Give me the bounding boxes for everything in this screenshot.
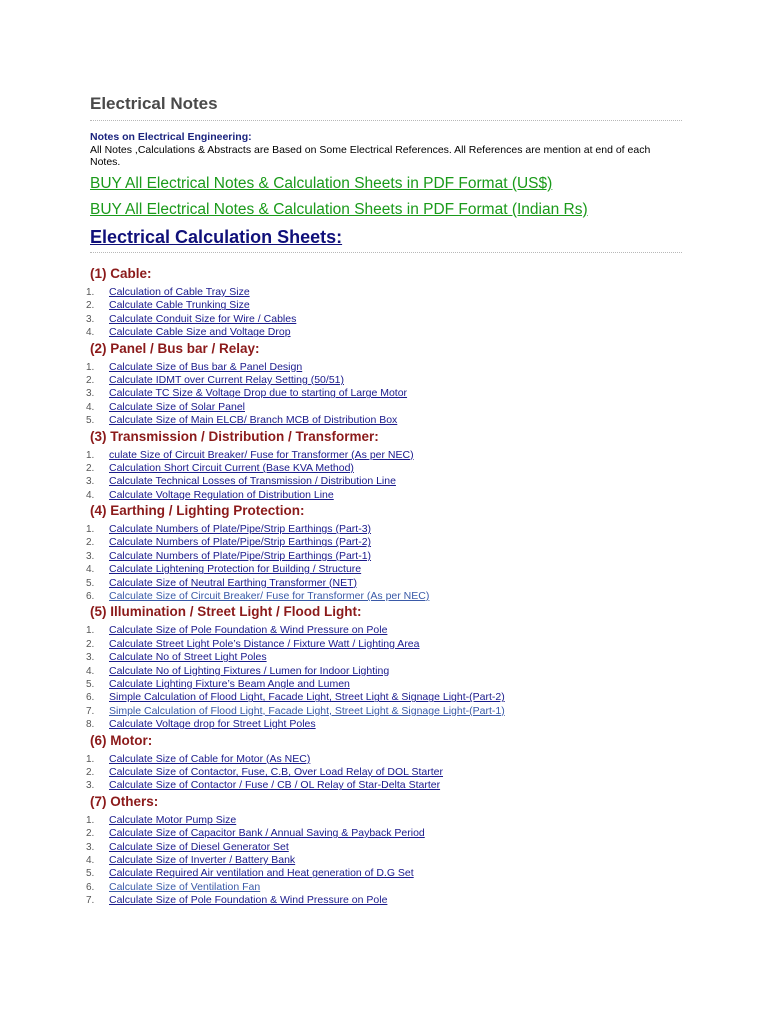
list-item: [86, 853, 682, 867]
section-title-others: (7) Others:: [90, 793, 159, 809]
list-item: [86, 523, 682, 536]
list-item: [86, 779, 682, 792]
list-number: 2.: [86, 766, 95, 778]
document-page: [86, 92, 682, 907]
link-list-panel: [86, 360, 682, 428]
list-item: [86, 637, 682, 651]
list-number: 4.: [86, 401, 95, 413]
list-number: 5.: [86, 868, 95, 880]
section-title-motor: (6) Motor:: [90, 732, 153, 748]
calc-link[interactable]: Calculate TC Size & Voltage Drop due to starting of Large Motor: [109, 387, 408, 400]
calc-link[interactable]: Calculate Size of Inverter / Battery Bank: [109, 853, 296, 866]
list-item: [86, 576, 682, 590]
calc-link[interactable]: Calculate Size of Pole Foundation & Wind Pressure on Pole: [109, 894, 388, 907]
calc-link[interactable]: Calculate Size of Bus bar & Panel Design: [109, 360, 303, 373]
link-list-motor: [86, 752, 682, 793]
list-item: [86, 373, 682, 387]
section-title-earthing: (4) Earthing / Lighting Protection:: [90, 503, 305, 519]
list-item: [86, 752, 682, 766]
list-number: 3.: [86, 550, 95, 562]
list-item: [86, 704, 682, 718]
list-item: [86, 590, 682, 603]
list-number: 3.: [86, 841, 95, 853]
intro-heading: Notes on Electrical Engineering:: [90, 131, 252, 143]
page-title: Electrical Notes: [90, 94, 218, 113]
list-item: [86, 400, 682, 414]
list-item: [86, 867, 682, 880]
list-item: [86, 475, 682, 488]
sheets-divider: [90, 252, 682, 253]
calc-link[interactable]: Calculate Numbers of Plate/Pipe/Strip Earthings (Part-1): [109, 549, 372, 562]
list-number: 4.: [86, 327, 95, 339]
section-title-illumination: (5) Illumination / Street Light / Flood Light:: [90, 604, 362, 620]
list-item: [86, 765, 682, 779]
list-item: [86, 286, 682, 299]
list-item: [86, 718, 682, 731]
list-number: 1.: [86, 361, 95, 373]
calc-link[interactable]: Calculate Size of Pole Foundation & Wind Pressure on Pole: [109, 624, 388, 637]
calc-link[interactable]: Calculate Size of Main ELCB/ Branch MCB of Distribution Box: [109, 414, 398, 427]
sheets-title: Electrical Calculation Sheets:: [90, 227, 343, 247]
list-item: [86, 299, 682, 312]
list-number: 3.: [86, 476, 95, 488]
calc-link[interactable]: Calculate Required Air ventilation and Heat generation of D.G Set: [109, 867, 414, 880]
calc-link[interactable]: Calculate Cable Trunking Size: [109, 299, 250, 312]
list-item: [86, 549, 682, 563]
list-number: 6.: [86, 881, 95, 893]
list-number: 2.: [86, 300, 95, 312]
list-item: [86, 664, 682, 678]
calc-link[interactable]: Calculate Numbers of Plate/Pipe/Strip Earthings (Part-3): [109, 523, 372, 536]
section-title-cable: (1) Cable:: [90, 266, 152, 281]
list-item: [86, 536, 682, 549]
list-number: 4.: [86, 489, 95, 501]
calc-link[interactable]: Calculate Lightening Protection for Building / Structure: [109, 563, 362, 576]
link-list-earthing: [86, 523, 682, 603]
list-number: 2.: [86, 828, 95, 840]
list-number: 1.: [86, 814, 95, 826]
calc-link[interactable]: Calculate Size of Solar Panel: [109, 400, 245, 413]
calc-link[interactable]: Calculate Street Light Pole’s Distance / Fixture Watt / Lighting Area: [109, 637, 420, 650]
calc-link[interactable]: Calculate Technical Losses of Transmission / Distribution Line: [109, 475, 396, 488]
list-item: [86, 813, 682, 827]
link-list-others: [86, 813, 682, 908]
list-item: [86, 827, 682, 840]
section-title-transmission: (3) Transmission / Distribution / Transformer:: [90, 428, 379, 444]
list-number: 2.: [86, 374, 95, 386]
calc-link[interactable]: Calculate Size of Ventilation Fan: [109, 880, 261, 893]
list-number: 6.: [86, 692, 95, 704]
link-list-cable: [86, 286, 682, 340]
calc-link[interactable]: Calculate Cable Size and Voltage Drop: [109, 326, 291, 339]
calc-link[interactable]: Calculate Voltage drop for Street Light Poles: [109, 718, 316, 731]
list-number: 1.: [86, 449, 95, 461]
calc-link[interactable]: Calculate Size of Circuit Breaker/ Fuse for Transformer (As per NEC): [109, 590, 430, 603]
list-number: 5.: [86, 577, 95, 589]
list-item: [86, 488, 682, 502]
list-number: 7.: [86, 895, 95, 907]
list-item: [86, 691, 682, 704]
list-item: [86, 651, 682, 664]
list-number: 1.: [86, 524, 95, 536]
list-item: [86, 387, 682, 400]
calc-link[interactable]: Simple Calculation of Flood Light, Facade Light, Street Light & Signage Light-(Part-2): [109, 691, 505, 704]
list-item: [86, 624, 682, 637]
list-item: [86, 312, 682, 326]
calc-link[interactable]: Calculate Size of Neutral Earthing Transformer (NET): [109, 576, 358, 589]
calc-link[interactable]: culate Size of Circuit Breaker/ Fuse for Transformer (As per NEC): [109, 448, 414, 461]
list-number: 2.: [86, 638, 95, 650]
list-number: 1.: [86, 753, 95, 765]
list-number: 1.: [86, 287, 95, 298]
list-number: 5.: [86, 415, 95, 427]
list-number: 4.: [86, 564, 95, 576]
calc-link[interactable]: Calculate Size of Cable for Motor (As NEC): [109, 752, 311, 765]
list-number: 1.: [86, 625, 95, 637]
link-list-illumination: [86, 624, 682, 731]
list-item: [86, 360, 682, 374]
calc-link[interactable]: Calculate Size of Diesel Generator Set: [109, 840, 289, 853]
list-item: [86, 840, 682, 854]
calc-link[interactable]: Calculate No of Lighting Fixtures / Lumen for Indoor Lighting: [109, 664, 390, 677]
calc-link[interactable]: Calculate Voltage Regulation of Distribution Line: [109, 488, 334, 501]
intro-description: All Notes ,Calculations & Abstracts are Based on Some Electrical References. All References are mention at end of each Notes.: [90, 144, 651, 168]
list-item: [86, 414, 682, 427]
list-item: [86, 448, 682, 462]
list-number: 3.: [86, 388, 95, 400]
calc-link[interactable]: Calculation of Cable Tray Size: [109, 286, 250, 298]
buy-link-inr[interactable]: BUY All Electrical Notes & Calculation Sheets in PDF Format (Indian Rs): [90, 201, 588, 218]
list-number: 4.: [86, 665, 95, 677]
list-number: 4.: [86, 854, 95, 866]
calc-link[interactable]: Calculate Size of Contactor, Fuse, C.B, Over Load Relay of DOL Starter: [109, 765, 444, 778]
calc-link[interactable]: Calculation Short Circuit Current (Base KVA Method): [109, 461, 354, 474]
calc-link[interactable]: Calculate IDMT over Current Relay Setting (50/51): [109, 373, 344, 386]
calc-link[interactable]: Calculate Motor Pump Size: [109, 813, 237, 826]
list-number: 5.: [86, 678, 95, 690]
calc-link[interactable]: Simple Calculation of Flood Light, Facade Light, Street Light & Signage Light-(Part-1): [109, 704, 505, 717]
calc-link[interactable]: Calculate Size of Capacitor Bank / Annual Saving & Payback Period: [109, 827, 425, 840]
list-number: 3.: [86, 313, 95, 325]
calc-link[interactable]: Calculate Size of Contactor / Fuse / CB / OL Relay of Star-Delta Starter: [109, 779, 441, 792]
calc-link[interactable]: Calculate No of Street Light Poles: [109, 651, 267, 664]
list-number: 3.: [86, 780, 95, 792]
section-title-panel: (2) Panel / Bus bar / Relay:: [90, 340, 260, 356]
list-item: [86, 677, 682, 691]
list-item: [86, 563, 682, 576]
list-item: [86, 880, 682, 894]
calc-link[interactable]: Calculate Lighting Fixture’s Beam Angle and Lumen: [109, 677, 350, 690]
title-divider: [90, 120, 682, 121]
calc-link[interactable]: Calculate Numbers of Plate/Pipe/Strip Earthings (Part-2): [109, 536, 372, 549]
link-list-transmission: [86, 448, 682, 503]
list-number: 7.: [86, 705, 95, 717]
list-number: 8.: [86, 719, 95, 731]
list-item: [86, 894, 682, 907]
list-item: [86, 461, 682, 475]
list-number: 2.: [86, 462, 95, 474]
list-item: [86, 326, 682, 339]
buy-link-usd[interactable]: BUY All Electrical Notes & Calculation Sheets in PDF Format (US$): [90, 175, 553, 192]
list-number: 2.: [86, 537, 95, 549]
list-number: 3.: [86, 652, 95, 664]
list-number: 6.: [86, 591, 95, 603]
calc-link[interactable]: Calculate Conduit Size for Wire / Cables: [109, 312, 297, 325]
